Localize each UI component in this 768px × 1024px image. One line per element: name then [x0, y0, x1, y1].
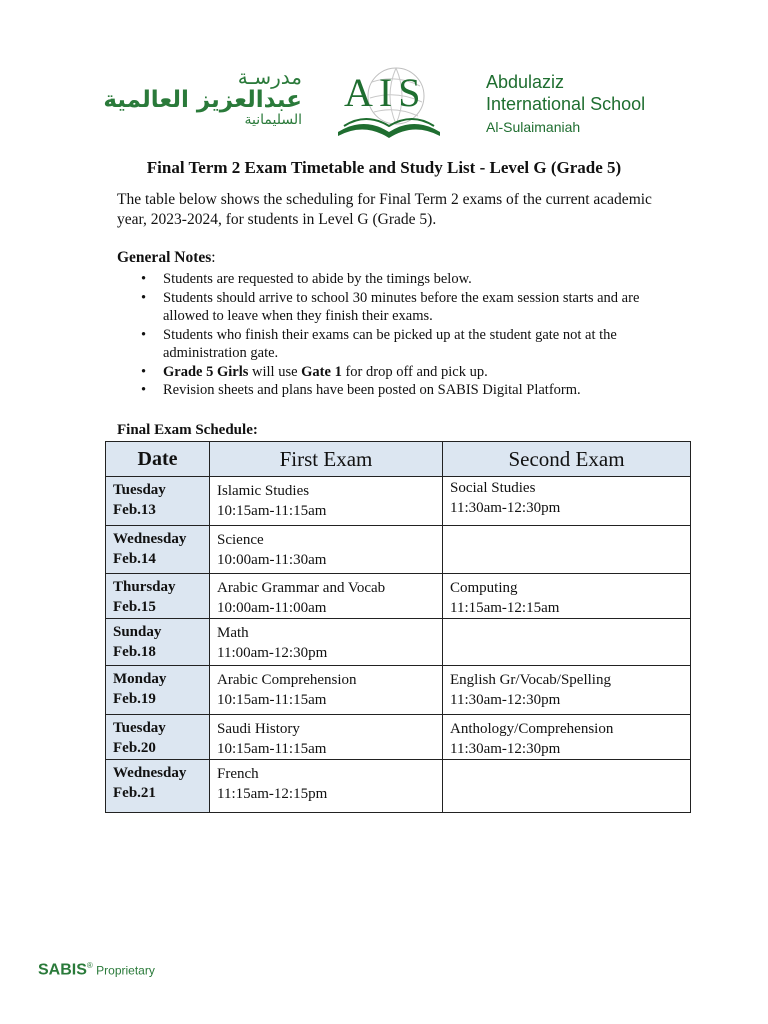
arabic-name-line2: عبدالعزيز العالمية: [103, 87, 302, 113]
arabic-school-name: [103, 66, 302, 129]
day-name: Tuesday: [113, 720, 166, 736]
general-notes-list: [117, 270, 677, 400]
first-exam-cell: [210, 715, 443, 760]
arabic-name-line3: السليمانية: [244, 112, 302, 129]
first-exam-cell: [210, 574, 443, 619]
date-cell: [106, 666, 210, 715]
day-date: Feb.19: [113, 691, 156, 707]
exam-time: 10:15am-11:15am: [217, 741, 327, 757]
exam-subject: French: [217, 766, 259, 782]
day-name: Wednesday: [113, 531, 187, 547]
english-name-line2: International School: [486, 93, 646, 114]
day-date: Feb.15: [113, 599, 156, 615]
school-logo-icon: [334, 62, 444, 142]
exam-time: 10:00am-11:00am: [217, 600, 327, 616]
note-item: [117, 363, 677, 382]
column-header-first-exam: First Exam: [210, 442, 443, 477]
day-date: Feb.21: [113, 785, 156, 801]
exam-time: 11:30am-12:30pm: [450, 741, 561, 757]
english-school-name: [486, 72, 645, 136]
second-exam-cell: [443, 619, 691, 666]
exam-time: 11:15am-12:15pm: [217, 786, 328, 802]
notes-heading-label: General Notes: [117, 249, 212, 266]
exam-subject: Science: [217, 532, 264, 548]
exam-time: 10:00am-11:30am: [217, 552, 327, 568]
second-exam-cell: [443, 526, 691, 574]
english-name-line3: Al-Sulaimaniah: [486, 119, 581, 136]
exam-time: 11:00am-12:30pm: [217, 645, 328, 661]
note-item: • Revision sheets and plans have been posted on SABIS Digital Platform.: [117, 381, 677, 400]
note-item: • Students are requested to abide by the timings below.: [117, 270, 677, 289]
day-name: Sunday: [113, 624, 162, 640]
exam-schedule-table: [105, 441, 691, 813]
exam-subject: Arabic Comprehension: [217, 672, 357, 688]
footer-proprietary: Proprietary: [92, 963, 155, 978]
table-row: [106, 715, 691, 760]
day-date: Feb.20: [113, 740, 156, 756]
first-exam-cell: [210, 619, 443, 666]
schedule-heading: Final Exam Schedule:: [117, 422, 258, 438]
table-row: [106, 666, 691, 715]
note-grade-girls: Grade 5 Girls: [163, 363, 249, 380]
day-date: Feb.13: [113, 502, 156, 518]
footer-registered-mark: ®: [86, 961, 93, 970]
date-cell: [106, 477, 210, 526]
note-item: • Students who finish their exams can be picked up at the student gate not at the administration gate.: [117, 326, 677, 363]
second-exam-cell: [443, 715, 691, 760]
exam-subject: Arabic Grammar and Vocab: [217, 580, 386, 596]
second-exam-cell: [443, 666, 691, 715]
day-name: Thursday: [113, 579, 176, 595]
day-name: Wednesday: [113, 765, 187, 781]
column-header-date: Date: [106, 442, 210, 477]
day-name: Monday: [113, 671, 167, 687]
exam-time: 10:15am-11:15am: [217, 692, 327, 708]
school-header: [0, 58, 768, 148]
first-exam-cell: [210, 760, 443, 813]
note-text: will use: [248, 363, 302, 380]
second-exam-cell: [443, 477, 691, 526]
exam-subject: Islamic Studies: [217, 483, 310, 499]
exam-time: 11:15am-12:15am: [450, 600, 560, 616]
exam-subject: Math: [217, 625, 249, 641]
table-row: [106, 574, 691, 619]
first-exam-cell: [210, 526, 443, 574]
note-item: • Students should arrive to school 30 minutes before the exam session starts and are allowed to leave when they finish their exams.: [117, 289, 677, 326]
date-cell: [106, 526, 210, 574]
sabis-footer-logo: [38, 961, 155, 979]
exam-subject: Computing: [450, 580, 518, 596]
first-exam-cell: [210, 477, 443, 526]
table-row: [106, 477, 691, 526]
english-name-line1: Abdulaziz: [486, 72, 565, 92]
arabic-name-line1: مدرسـة: [237, 65, 302, 89]
column-header-second-exam: Second Exam: [443, 442, 691, 477]
day-date: Feb.18: [113, 644, 156, 660]
note-gate: Gate 1: [301, 363, 342, 380]
exam-time: 11:30am-12:30pm: [450, 692, 561, 708]
first-exam-cell: [210, 666, 443, 715]
document-title: Final Term 2 Exam Timetable and Study List - Level G (Grade 5): [146, 158, 622, 177]
intro-paragraph: The table below shows the scheduling for Final Term 2 exams of the current academic year, 2023-2024, for students in Level G (Grade 5).: [117, 191, 652, 228]
date-cell: [106, 715, 210, 760]
table-row: [106, 619, 691, 666]
exam-subject: English Gr/Vocab/Spelling: [450, 672, 611, 688]
second-exam-cell: [443, 574, 691, 619]
svg-text:AIS: AIS: [344, 70, 427, 115]
date-cell: [106, 574, 210, 619]
exam-time: 11:30am-12:30pm: [450, 500, 561, 516]
footer-brand: SABIS: [38, 961, 87, 979]
day-name: Tuesday: [113, 482, 166, 498]
exam-time: 10:15am-11:15am: [217, 503, 327, 519]
exam-subject: Anthology/Comprehension: [450, 721, 614, 737]
notes-heading: [117, 249, 216, 267]
notes-heading-colon: :: [211, 249, 216, 266]
table-row: [106, 526, 691, 574]
day-date: Feb.14: [113, 551, 156, 567]
exam-subject: Saudi History: [217, 721, 300, 737]
table-row: [106, 760, 691, 813]
note-text: for drop off and pick up.: [341, 363, 488, 380]
second-exam-cell: [443, 760, 691, 813]
date-cell: [106, 619, 210, 666]
table-header-row: [106, 442, 691, 477]
date-cell: [106, 760, 210, 813]
exam-subject: Social Studies: [450, 480, 536, 496]
